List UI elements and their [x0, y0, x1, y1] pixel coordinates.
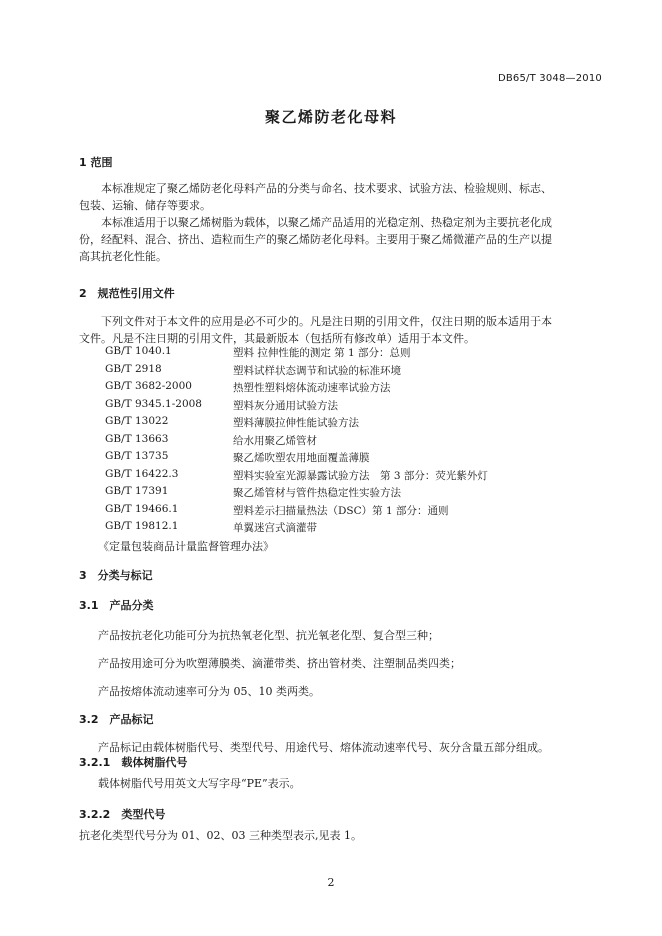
reference-code: GB/T 13663: [105, 433, 169, 445]
marking-line: 产品标记由载体树脂代号、类型代号、用途代号、熔体流动速率代号、灰分含量五部分组成。: [98, 741, 549, 754]
reference-title: 塑料薄膜拉伸性能试验方法: [233, 417, 359, 429]
section-3-2-2-heading: 3.2.2 类型代号: [79, 808, 166, 821]
text-line: 下列文件对于本文件的应用是必不可少的。凡是注日期的引用文件，仅注日期的版本适用于本: [101, 315, 552, 328]
reference-code: GB/T 16422.3: [105, 468, 179, 480]
text-line: 包装、运输、储存等要求。: [79, 199, 211, 212]
reference-code: GB/T 2918: [105, 363, 162, 375]
reference-title: 给水用聚乙烯管材: [233, 435, 317, 447]
reference-title: 单翼迷宫式滴灌带: [233, 522, 317, 534]
page-number: 2: [327, 876, 335, 889]
standard-number: DB65/T 3048—2010: [497, 73, 602, 84]
reference-title: 塑料 拉伸性能的测定 第 1 部分：总则: [233, 347, 411, 359]
document-title: 聚乙烯防老化母料: [264, 108, 397, 126]
reference-code: GB/T 13022: [105, 415, 169, 427]
reference-title: 聚乙烯管材与管件热稳定性实验方法: [233, 487, 401, 499]
section-2-intro: [79, 313, 552, 347]
classification-line-3: 产品按熔体流动速率可分为 05、10 类两类。: [98, 685, 320, 698]
section-3-heading: 3 分类与标记: [79, 569, 153, 582]
reference-title: 塑料灰分通用试验方法: [233, 400, 338, 412]
section-2-heading: 2 规范性引用文件: [79, 287, 175, 300]
reference-title: 塑料试样状态调节和试验的标准环境: [233, 365, 401, 377]
section-1-heading: 1 范围: [79, 156, 113, 169]
text-line: 文件。凡是不注日期的引用文件，其最新版本（包括所有修改单）适用于本文件。: [79, 332, 475, 345]
reference-title: 热塑性塑料熔体流动速率试验方法: [233, 382, 391, 394]
reference-code: GB/T 19466.1: [105, 503, 179, 515]
reference-title: 塑料实验室光源暴露试验方法 第 3 部分：荧光紫外灯: [233, 470, 488, 482]
regulation-reference: 《定量包装商品计量监督管理办法》: [98, 540, 274, 553]
reference-code: GB/T 1040.1: [105, 345, 172, 357]
text-line: 高其抗老化性能。: [79, 250, 167, 263]
resin-code-line: 载体树脂代号用英文大写字母“PE”表示。: [98, 777, 301, 790]
reference-title: 塑料差示扫描量热法（DSC）第 1 部分：通则: [233, 505, 449, 517]
reference-code: GB/T 13735: [105, 450, 169, 462]
classification-line-2: 产品按用途可分为吹塑薄膜类、滴灌带类、挤出管材类、注塑制品类四类；: [98, 657, 461, 670]
reference-code: GB/T 17391: [105, 485, 169, 497]
reference-code: GB/T 19812.1: [105, 520, 179, 532]
reference-title: 聚乙烯吹塑农用地面覆盖薄膜: [233, 452, 370, 464]
reference-code: GB/T 3682-2000: [105, 380, 192, 392]
section-3-1-heading: 3.1 产品分类: [79, 599, 154, 612]
type-code-line: 抗老化类型代号分为 01、02、03 三种类型表示,见表 1。: [79, 829, 362, 842]
section-3-2-1-heading: 3.2.1 载体树脂代号: [79, 756, 188, 769]
section-1-paragraph-1: [79, 180, 552, 214]
section-3-2-heading: 3.2 产品标记: [79, 713, 154, 726]
classification-line-1: 产品按抗老化功能可分为抗热氧老化型、抗光氧老化型、复合型三种；: [98, 629, 439, 642]
text-line: 本标准规定了聚乙烯防老化母料产品的分类与命名、技术要求、试验方法、检验规则、标志、: [101, 182, 552, 195]
section-1-paragraph-2: [79, 214, 552, 265]
text-line: 本标准适用于以聚乙烯树脂为载体，以聚乙烯产品适用的光稳定剂、热稳定剂为主要抗老化成: [101, 216, 552, 229]
reference-code: GB/T 9345.1-2008: [105, 398, 202, 410]
text-line: 份，经配料、混合、挤出、造粒而生产的聚乙烯防老化母料。主要用于聚乙烯微灌产品的生产以提: [79, 233, 552, 246]
